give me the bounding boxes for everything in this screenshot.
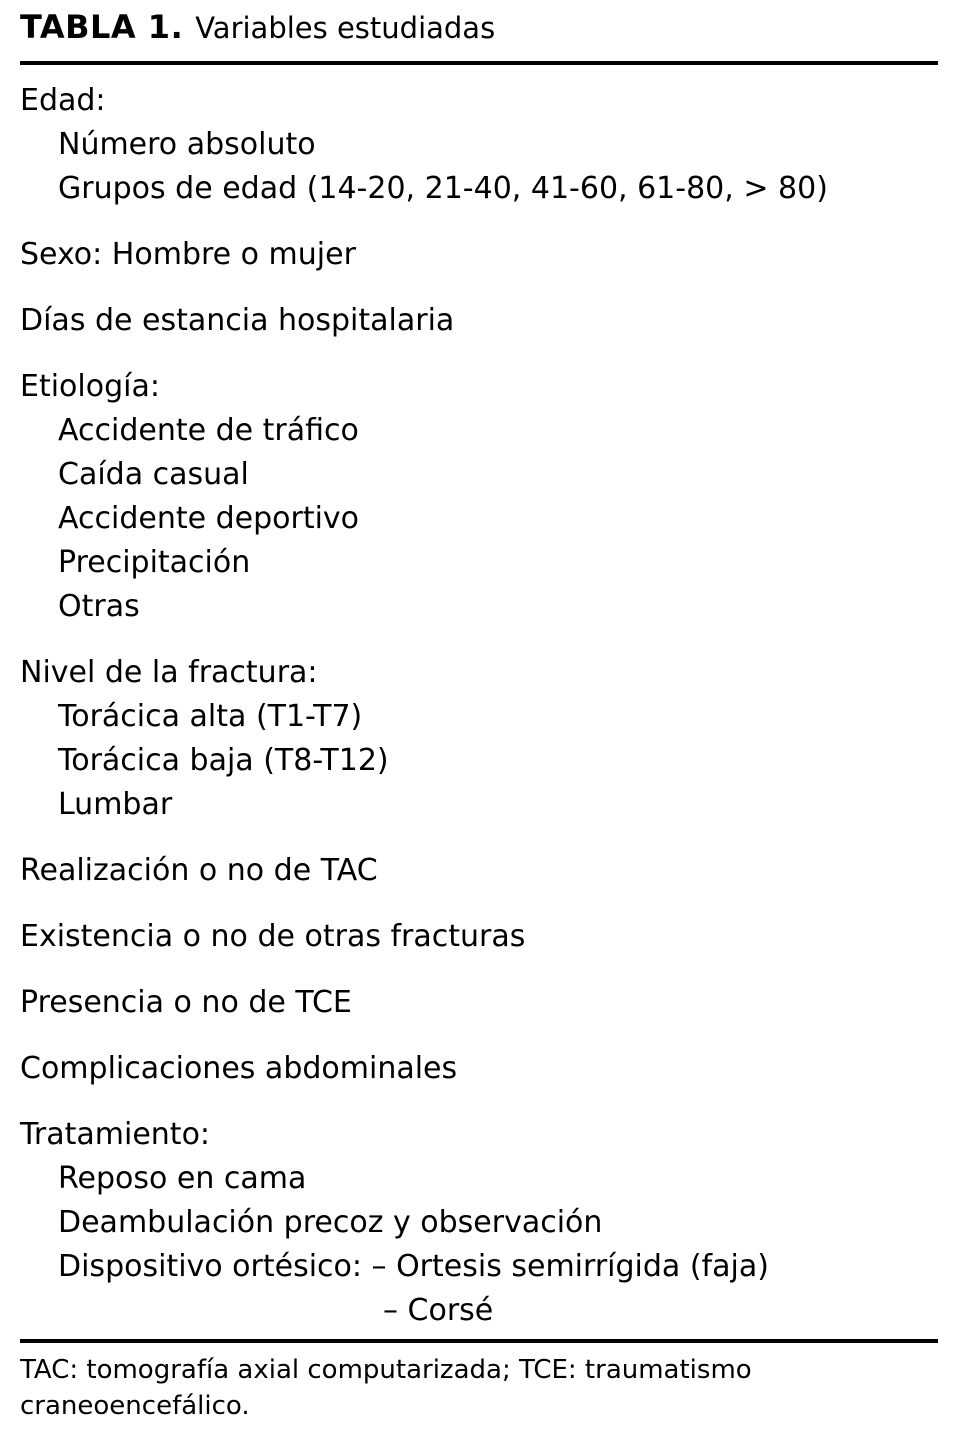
list-item: Caída casual [58, 457, 249, 492]
list-item: Torácica alta (T1-T7) [58, 699, 363, 734]
group-heading: Nivel de la fractura: [20, 655, 318, 690]
table-title [20, 8, 495, 58]
top-rule [20, 61, 938, 65]
group-edad [20, 79, 938, 211]
group-nivel-fractura [20, 651, 938, 827]
list-item: Reposo en cama [58, 1161, 307, 1196]
group-sexo [20, 233, 938, 277]
list-item-continuation: – Corsé [383, 1293, 494, 1328]
group-otras-fracturas [20, 915, 938, 959]
footnote-line: craneoencefálico. [20, 1391, 250, 1421]
bottom-rule [20, 1339, 938, 1343]
group-complicaciones [20, 1047, 938, 1091]
list-item: Otras [58, 589, 140, 624]
group-heading: Complicaciones abdominales [20, 1051, 458, 1086]
list-item: Accidente deportivo [58, 501, 360, 536]
group-dias-estancia [20, 299, 938, 343]
group-heading: Días de estancia hospitalaria [20, 303, 455, 338]
list-item: Accidente de tráfico [58, 413, 359, 448]
group-tratamiento [20, 1113, 938, 1333]
table-title-text: Variables estudiadas [195, 11, 496, 45]
group-tce [20, 981, 938, 1025]
list-item: Número absoluto [58, 127, 316, 162]
group-heading: Realización o no de TAC [20, 853, 378, 888]
group-tac [20, 849, 938, 893]
table-label: TABLA 1. [20, 8, 184, 46]
group-etiologia [20, 365, 938, 629]
list-item: Torácica baja (T8-T12) [58, 743, 389, 778]
group-heading: Edad: [20, 83, 106, 118]
table-body [20, 79, 938, 1355]
list-item: Lumbar [58, 787, 173, 822]
list-item: Dispositivo ortésico: – Ortesis semirrígida (faja) [58, 1249, 769, 1284]
footnote-line: TAC: tomografía axial computarizada; TCE: traumatismo [20, 1355, 752, 1385]
group-heading: Tratamiento: [20, 1117, 211, 1152]
group-heading: Presencia o no de TCE [20, 985, 352, 1020]
list-item: Grupos de edad (14-20, 21-40, 41-60, 61-80, > 80) [58, 171, 828, 206]
table-footnote [20, 1352, 938, 1424]
group-heading: Sexo: Hombre o mujer [20, 237, 356, 272]
list-item: Deambulación precoz y observación [58, 1205, 603, 1240]
group-heading: Existencia o no de otras fracturas [20, 919, 526, 954]
list-item: Precipitación [58, 545, 251, 580]
group-heading: Etiología: [20, 369, 160, 404]
